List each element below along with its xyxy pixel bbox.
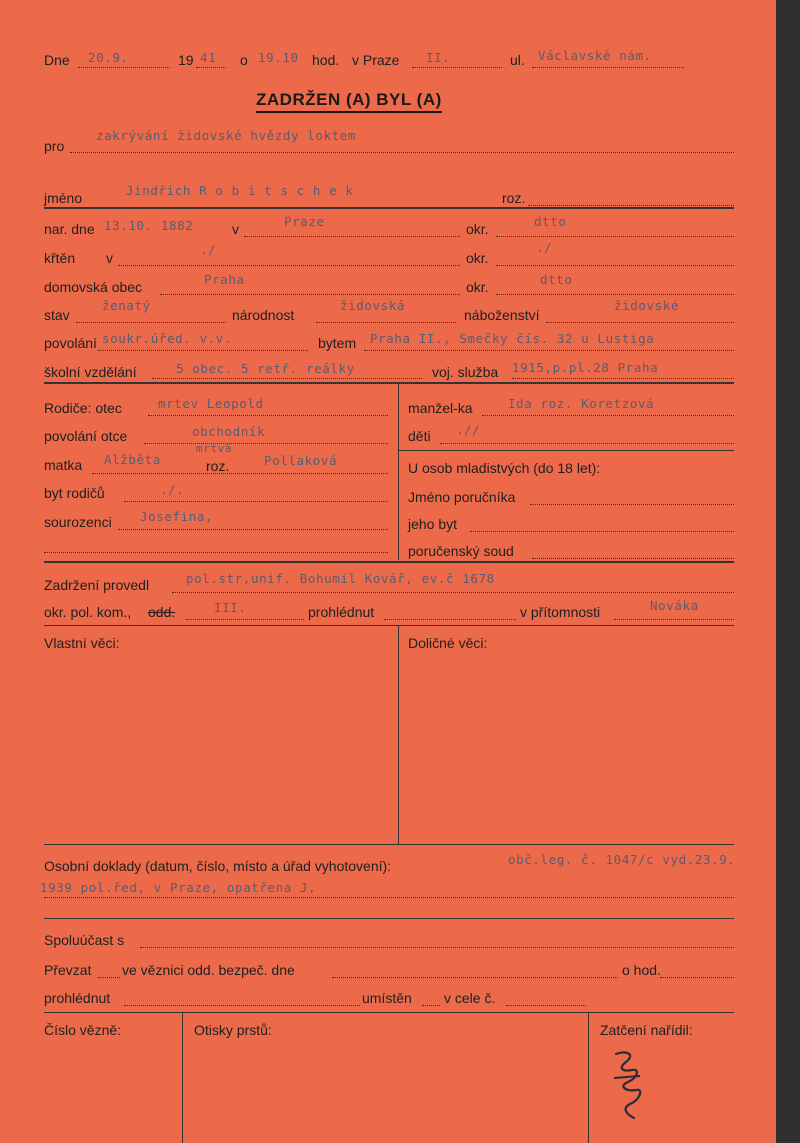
krten-okr-value: ./ [536, 240, 553, 255]
povolani-label: povolání [44, 335, 97, 351]
domovska-okr-value: dtto [540, 272, 573, 287]
krten-value: ./ [200, 242, 217, 257]
nar-label: nar. dne [44, 221, 95, 237]
prevzat-label: Převzat [44, 962, 92, 978]
year-prefix: 19 [178, 52, 194, 68]
nabozenstvi-label: náboženství [464, 307, 540, 323]
year-value: 41 [200, 50, 217, 65]
doklady-value-line1: obč.leg. č. 1047/c vyd.23.9. [508, 852, 736, 867]
pritomnosti-value: Nováka [650, 598, 699, 613]
nar-okr-label: okr. [466, 221, 489, 237]
skolni-label: školní vzdělání [44, 364, 137, 380]
doklady-label: Osobní doklady (datum, číslo, místo a úřad vyhotovení): [44, 858, 392, 874]
vlastni-veci-label: Vlastní věci: [44, 635, 120, 651]
provedl-label: Zadržení provedl [44, 577, 150, 593]
sourozenci-value: Josefina, [140, 509, 214, 524]
povolani-otce-label: povolání otce [44, 428, 128, 444]
dolicne-veci-label: Doličné věci: [408, 635, 488, 651]
byt-rodicu-label: byt rodičů [44, 485, 105, 501]
cislo-vezne-label: Číslo vězně: [44, 1022, 122, 1038]
matka-roz-label: roz. [206, 458, 230, 474]
veznici-label: ve věznici odd. bezpeč. dne [122, 962, 295, 978]
o-hod-label: o hod. [622, 962, 661, 978]
sourozenci-label: sourozenci [44, 514, 112, 530]
street-value: Václavské nám. [538, 48, 652, 63]
nar-place: Praze [284, 214, 325, 229]
okr-kom-label: okr. pol. kom., [44, 604, 132, 620]
form-title: ZADRŽEN (A) BYL (A) [256, 90, 442, 113]
nar-v-label: v [232, 221, 239, 237]
otisky-label: Otisky prstů: [194, 1022, 272, 1038]
skolni-value: 5 obec. 5 retř. reálky [176, 361, 355, 376]
manzel-value: Ida roz. Koretzová [508, 396, 655, 411]
footer-prohlednut-label: prohlédnut [44, 990, 111, 1006]
prohlednut-label: prohlédnut [308, 604, 375, 620]
o-label: o [240, 52, 248, 68]
district-value: II. [426, 50, 451, 65]
stav-value: ženatý [102, 298, 151, 313]
porucensky-soud-label: poručenský soud [408, 543, 514, 559]
scan-edge [776, 0, 800, 1143]
domovska-label: domovská obec [44, 279, 143, 295]
deti-value: .// [456, 422, 481, 437]
stav-label: stav [44, 307, 70, 323]
nar-okr-value: dtto [534, 214, 567, 229]
narodnost-value: židovská [340, 298, 406, 313]
porucnik-label: Jméno poručníka [408, 489, 516, 505]
rodice-label: Rodiče: otec [44, 400, 122, 416]
reason-value: zakrývání židovské hvězdy loktem [96, 128, 357, 143]
byt-rodicu-value: ./. [160, 482, 185, 497]
doklady-value-line2: 1939 pol.řed, v Praze, opatřena J, [40, 880, 317, 895]
domovska-value: Praha [204, 272, 245, 287]
nar-value: 13.10. 1882 [104, 218, 194, 233]
odd-struck: odd. [148, 604, 176, 620]
roz-label: roz. [502, 190, 526, 206]
hod-label: hod. [312, 52, 340, 68]
handwritten-signature [596, 1048, 656, 1128]
porucnik-byt-label: jeho byt [408, 516, 458, 532]
voj-value: 1915,p.pl.28 Praha [512, 360, 659, 375]
otec-value: mrtev Leopold [158, 396, 264, 411]
povolani-value: soukr.úřed. v.v. [102, 331, 233, 346]
krten-label: křtěn [44, 250, 76, 266]
umisten-label: umístěn [362, 990, 412, 1006]
krten-okr-label: okr. [466, 250, 489, 266]
v-cele-label: v cele č. [444, 990, 496, 1006]
povolani-otce-value: obchodník [192, 424, 266, 439]
ul-label: ul. [510, 52, 525, 68]
narodnost-label: národnost [232, 307, 295, 323]
bytem-value: Praha II., Smečky čís. 32 u Lustiga [370, 331, 655, 346]
bytem-label: bytem [318, 335, 357, 351]
krten-v-label: v [106, 250, 113, 266]
matka-label: matka [44, 457, 83, 473]
matka-roz-value: Pollaková [264, 453, 338, 468]
manzel-label: manžel-ka [408, 400, 473, 416]
minors-header: U osob mladistvých (do 18 let): [408, 460, 601, 476]
kom-value: III. [214, 600, 247, 615]
v-praze-label: v Praze [352, 52, 400, 68]
jmeno-value: Jindřich R o b i t s c h e k [126, 183, 354, 198]
pritomnosti-label: v přítomnosti [520, 604, 601, 620]
jmeno-label: jméno [44, 190, 83, 206]
nabozenstvi-value: židovské [614, 298, 680, 313]
voj-label: voj. služba [432, 364, 499, 380]
domovska-okr-label: okr. [466, 279, 489, 295]
provedl-value: pol.str,unif. Bohumil Kovář, ev.č 1678 [186, 571, 495, 586]
reason-label: pro [44, 138, 65, 154]
dne-label: Dne [44, 52, 70, 68]
deti-label: děti [408, 428, 431, 444]
spoluucast-label: Spoluúčast s [44, 932, 125, 948]
hour-value: 19.10 [258, 50, 299, 65]
zatceni-label: Zatčení nařídil: [600, 1022, 693, 1038]
dne-value: 20.9. [88, 50, 129, 65]
matka-value: Alžběta [104, 452, 161, 467]
matka-note: mrtvá [196, 442, 233, 455]
